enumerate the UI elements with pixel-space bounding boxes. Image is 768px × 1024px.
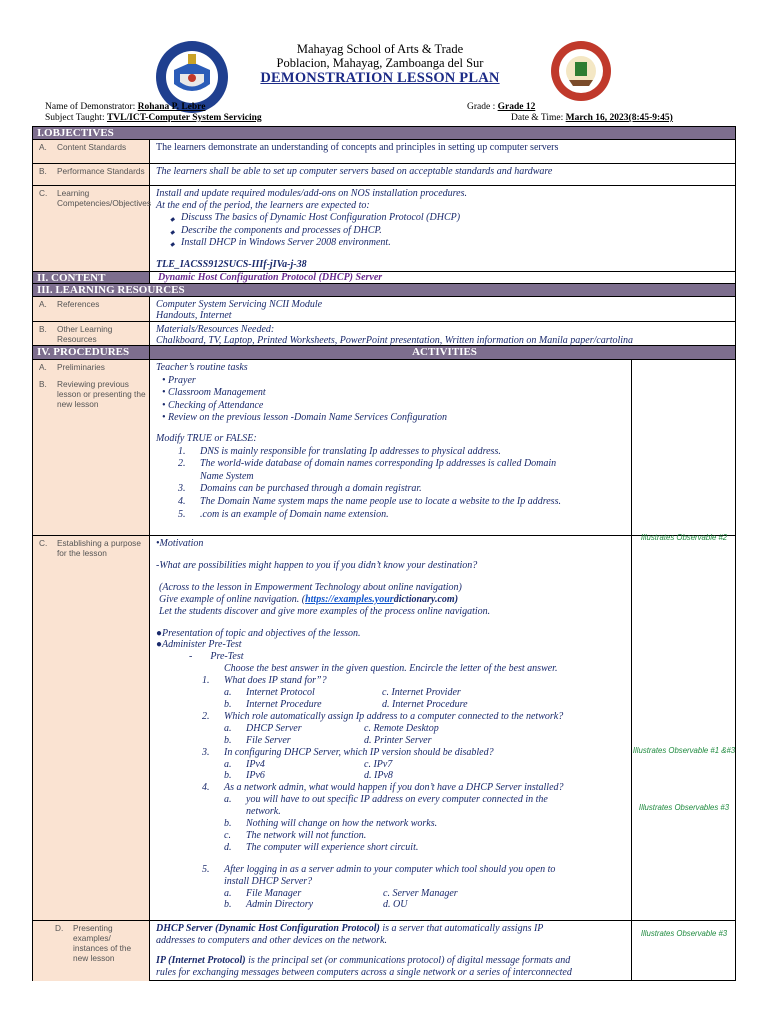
routine-item: • Checking of Attendance (162, 399, 264, 411)
references-row (33, 297, 735, 322)
question-number: 3. (202, 746, 210, 758)
row-label: Establishing a purpose for the lesson (57, 538, 141, 558)
row-letter: D. (55, 923, 64, 933)
observable-column (631, 536, 735, 920)
reference-line: Handouts, Internet (156, 310, 232, 321)
option-text: d. Printer Server (364, 734, 432, 746)
dhcp-term: DHCP Server (Dynamic Host Configuration Protocol) (156, 923, 380, 934)
competency-bullet: ◆ Describe the components and processes of DHCP. (156, 225, 735, 237)
routine-item: • Prayer (162, 374, 196, 386)
grade-line (467, 102, 535, 112)
content-value: Dynamic Host Configuration Protocol (DHCP) Server (158, 272, 383, 283)
routine-item: • Classroom Management (162, 387, 266, 399)
pretest-questions (156, 675, 631, 911)
discover-line: Let the students discover and give more examples of the process online navigation. (159, 605, 491, 617)
competency-bullet: ◆ Install DHCP in Windows Server 2008 environment. (156, 237, 735, 249)
motivation-across: (Across to the lesson in Empowerment Technology about online navigation) (159, 581, 462, 593)
option-letter (224, 806, 246, 818)
references-label (33, 297, 150, 321)
tf-text: Domains can be purchased through a domain registrar. (200, 483, 422, 495)
option-row (202, 794, 631, 806)
question-number: 5. (202, 863, 210, 875)
option-text: Admin Directory (246, 899, 314, 911)
resource-line: Materials/Resources Needed: (156, 324, 275, 335)
question-number: 1. (202, 675, 210, 687)
other-resources-row (33, 322, 735, 346)
datetime-label: Date & Time: (511, 113, 564, 123)
question-number: 2. (202, 710, 210, 722)
administer-line: ●Administer Pre-Test (156, 639, 242, 651)
procedures-header (33, 346, 735, 360)
row-letter: C. (39, 188, 48, 198)
competency-line: Install and update required modules/add-ons on NOS installation procedures. (156, 188, 468, 199)
row-label: Performance Standards (57, 166, 145, 176)
option-text: IPv6 (246, 770, 265, 782)
row-label: Other Learning Resources (57, 324, 113, 344)
demonstrator-line (45, 102, 205, 112)
school-name: Mahayag School of Arts & Trade (296, 42, 464, 56)
option-letter: b. (224, 698, 232, 710)
option-text: c. Remote Desktop (364, 722, 439, 734)
resource-line: Chalkboard, TV, Laptop, Printed Worksheets, PowerPoint presentation, Written information on Manila paper/cartolina (156, 335, 634, 346)
option-text: File Server (246, 734, 291, 746)
tf-item (156, 471, 631, 484)
purpose-row (33, 536, 735, 921)
row-letter: A. (39, 362, 47, 372)
tf-item (156, 509, 631, 522)
school-address: Poblacion, Mahayag, Zamboanga del Sur (276, 56, 484, 70)
option-row (202, 759, 631, 771)
pretest-instructions: Choose the best answer in the given question. Encircle the letter of the best answer. (224, 663, 558, 675)
tf-number: 4. (178, 495, 186, 507)
pretest-label: Pre-Test (210, 651, 244, 663)
question-text: In configuring DHCP Server, which IP version should be disabled? (224, 746, 494, 758)
presentation-line: ●Presentation of topic and objectives of the lesson. (156, 627, 361, 639)
option-letter: d. (224, 841, 232, 853)
option-text: Internet Procedure (246, 698, 322, 710)
motivation-question: -What are possibilities might happen to you if you didn’t know your destination? (156, 559, 478, 571)
competencies-label (33, 186, 150, 271)
tf-text: .com is an example of Domain name extension. (200, 508, 389, 520)
example-text: Give example of online navigation. ( (159, 593, 306, 605)
tf-item (156, 446, 631, 459)
pretest-line (156, 651, 631, 663)
observable-column (631, 360, 735, 542)
true-false-list (156, 446, 631, 522)
option-letter: a. (224, 687, 232, 699)
dhcp-text-cont: addresses to computers and other devices on the network. (156, 935, 387, 946)
option-text: Nothing will change on how the network works. (246, 818, 438, 830)
option-letter: b. (224, 770, 232, 782)
row-label: References (57, 299, 100, 309)
option-row (202, 899, 631, 911)
option-text: d. Internet Procedure (382, 698, 468, 710)
presenting-activities (150, 921, 631, 981)
row-letter: B. (39, 324, 47, 334)
question-item (202, 711, 631, 723)
tf-text: The Domain Name system maps the name people use to locate a website to the Ip address. (200, 495, 561, 507)
demonstrator-value: Rohana P. Lebre (137, 102, 206, 112)
question-text: What does IP stand for”? (224, 675, 327, 687)
presenting-label (33, 921, 149, 963)
question-text: As a network admin, what would happen if you don’t have a DHCP Server installed? (224, 782, 564, 794)
question-text: After logging in as a server admin to your computer which tool should you open to (224, 863, 556, 875)
ip-text-cont: rules for exchanging messages between computers across a single network or a series of interconnected (156, 967, 572, 978)
option-text: Internet Protocol (246, 687, 315, 699)
option-letter: a. (224, 794, 232, 806)
purpose-label (33, 536, 149, 558)
grade-value: Grade 12 (497, 102, 536, 112)
competency-code: TLE_IACSS912SUCS-IIIf-jIVa-j-38 (156, 259, 307, 271)
datetime-value: March 16, 2023(8:45-9:45) (565, 113, 673, 123)
option-row (202, 723, 631, 735)
procedures-title: IV. PROCEDURES (33, 346, 150, 359)
objectives-header (33, 127, 735, 140)
content-standards-text: The learners demonstrate an understanding of concepts and principles in setting up computer servers (156, 142, 559, 153)
subject-value: TVL/ICT-Computer System Servicing (106, 113, 262, 123)
question-number: 4. (202, 782, 210, 794)
demonstrator-label: Name of Demonstrator: (45, 102, 136, 112)
option-text: c. Internet Provider (382, 687, 461, 699)
option-text: c. IPv7 (364, 758, 393, 770)
observable-column (631, 921, 735, 981)
example-link[interactable]: https://examples.your (305, 593, 394, 605)
tf-number: 1. (178, 445, 186, 457)
observable-note: Illustrates Observable #2 (640, 533, 728, 542)
observable-note: Illustrates Observable #1 &#3 (632, 746, 736, 755)
option-row (202, 842, 631, 854)
preliminaries-labels (33, 360, 150, 535)
competencies-row (33, 186, 735, 272)
activities-title: ACTIVITIES (150, 346, 735, 359)
tf-number: 2. (178, 458, 186, 470)
tf-number: 3. (178, 483, 186, 495)
routine-review: • Review on the previous lesson -Domain Name Services Configuration (162, 412, 448, 424)
option-row (202, 770, 631, 782)
preliminaries-activities (150, 360, 631, 535)
observable-note: Illustrates Observable #3 (640, 929, 728, 938)
pretest-dash: - (189, 651, 193, 663)
question-item (202, 747, 631, 759)
row-label: Presenting examples/ instances of the new lesson (73, 923, 132, 963)
option-letter: b. (224, 734, 232, 746)
example-line (156, 594, 631, 606)
tf-item (156, 496, 631, 509)
content-row (33, 272, 735, 284)
page-title: DEMONSTRATION LESSON PLAN (260, 70, 500, 86)
option-row (202, 687, 631, 699)
other-resources-label (33, 322, 150, 345)
preliminaries-row (33, 360, 735, 542)
performance-standards-text: The learners shall be able to set up computer servers based on acceptable standards and hardware (156, 166, 553, 177)
option-text: IPv4 (246, 758, 265, 770)
option-row (202, 699, 631, 711)
lesson-plan-table (32, 126, 736, 981)
option-letter: c. (224, 829, 231, 841)
presenting-labels (33, 921, 150, 981)
row-label: Learning Competencies/Objectives (57, 188, 152, 208)
option-letter: a. (224, 887, 232, 899)
option-row (202, 830, 631, 842)
ip-term: IP (Internet Protocol) (156, 955, 246, 966)
purpose-labels (33, 536, 150, 920)
row-label: Preliminaries (57, 362, 105, 372)
objectives-title: I.OBJECTIVES (37, 127, 114, 139)
purpose-activities (150, 536, 631, 920)
true-false-title: Modify TRUE or FALSE: (156, 432, 257, 444)
row-letter: B. (39, 166, 47, 176)
question-item (202, 675, 631, 687)
tf-text: Name System (200, 470, 254, 482)
row-letter: B. (39, 379, 47, 389)
reference-line: Computer System Servicing NCII Module (156, 299, 323, 310)
option-letter: a. (224, 722, 232, 734)
row-letter: C. (39, 538, 48, 548)
competencies-text (150, 186, 735, 271)
ip-definition (156, 955, 631, 967)
option-letter: a. (224, 758, 232, 770)
ip-text: is the principal set (or communications protocol) of digital message formats and (245, 955, 571, 966)
content-standards-row (33, 140, 735, 164)
tf-text: DNS is mainly responsible for translating Ip addresses to physical address. (200, 445, 501, 457)
routine-title: Teacher’s routine tasks (156, 362, 248, 373)
option-letter: b. (224, 899, 232, 911)
grade-label: Grade : (467, 102, 496, 112)
subject-label: Subject Taught: (45, 113, 105, 123)
competency-bullet: ◆ Discuss The basics of Dynamic Host Configuration Protocol (DHCP) (156, 212, 735, 224)
option-text: The network will not function. (246, 829, 367, 841)
row-label: Reviewing previous lesson or presenting the new lesson (57, 379, 146, 409)
competency-line: At the end of the period, the learners are expected to: (156, 200, 370, 212)
question-continued: install DHCP Server? (224, 875, 313, 887)
example-text-rest: dictionary.com) (393, 593, 459, 605)
resources-header (33, 284, 735, 297)
option-text: File Manager (246, 887, 302, 899)
option-row (202, 818, 631, 830)
tf-number (178, 471, 200, 484)
row-label: Content Standards (57, 142, 127, 152)
references-text (150, 297, 735, 321)
resources-title: III. LEARNING RESOURCES (37, 284, 185, 296)
dhcp-definition (156, 923, 631, 935)
content-standards-label (33, 140, 150, 163)
question-text: Which role automatically assign Ip address to a computer connected to the network? (224, 710, 564, 722)
row-letter: A. (39, 142, 47, 152)
tf-text: The world-wide database of domain names corresponding Ip addresses is called Domain (200, 458, 557, 470)
datetime-line (511, 113, 673, 123)
option-text: d. IPv8 (364, 770, 393, 782)
option-text: DHCP Server (246, 722, 302, 734)
row-letter: A. (39, 299, 47, 309)
content-header: II. CONTENT (33, 272, 150, 283)
school-seal-icon (545, 40, 617, 102)
option-text: d. OU (383, 899, 408, 911)
tf-item (156, 483, 631, 496)
option-text: network. (246, 806, 281, 818)
option-text: The computer will experience short circuit. (246, 841, 419, 853)
performance-standards-row (33, 164, 735, 186)
option-row (202, 735, 631, 747)
presenting-examples-row (33, 921, 735, 981)
question-item (202, 782, 631, 794)
performance-standards-label (33, 164, 150, 185)
option-text: c. Server Manager (383, 887, 458, 899)
option-row (202, 806, 631, 818)
tf-item (156, 458, 631, 471)
other-resources-text (150, 322, 735, 345)
option-letter: b. (224, 818, 232, 830)
subject-line (45, 113, 262, 123)
motivation-line: •Motivation (156, 538, 204, 549)
question-item (202, 864, 631, 876)
observable-note: Illustrates Observables #3 (638, 803, 730, 812)
tf-number: 5. (178, 508, 186, 520)
option-row (202, 888, 631, 900)
dhcp-text: is a server that automatically assigns IP (379, 923, 544, 934)
review-lesson-label (33, 377, 149, 409)
preliminaries-label (33, 360, 149, 372)
option-text: you will have to out specific IP address on every computer connected in the (246, 794, 548, 806)
